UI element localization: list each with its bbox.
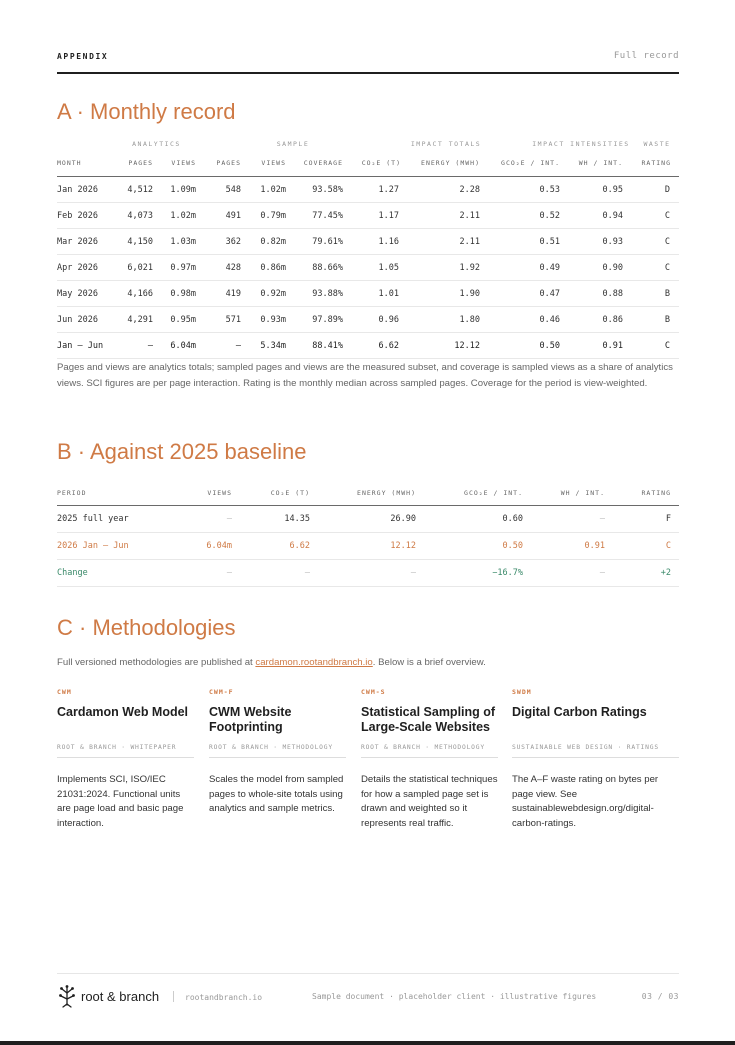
table-cell: — <box>410 568 416 578</box>
table-cell: 1.80 <box>459 314 480 325</box>
table-cell: — <box>226 514 232 524</box>
table-cell: 0.90 <box>602 262 623 273</box>
table-cell: Jan 2026 <box>57 184 98 195</box>
table-cell: — <box>599 568 605 578</box>
table-cell: 93.88% <box>312 288 343 299</box>
card-description: The A–F waste rating on bytes per page view. See sustainablewebdesign.org/digital-carbon-ratings. <box>512 774 659 829</box>
methodologies-intro <box>57 657 486 668</box>
table-cell: 0.52 <box>539 210 560 221</box>
table-cell: C <box>664 236 670 247</box>
card-code: CWM <box>57 688 72 696</box>
table-cell: 0.94 <box>602 210 623 221</box>
table-cell: 0.93 <box>602 236 623 247</box>
table-cell: — <box>147 340 153 351</box>
table-cell: Apr 2026 <box>57 262 98 273</box>
table-row <box>57 506 679 533</box>
column-group-header: IMPACT TOTALS <box>410 140 482 148</box>
table-cell: 4,512 <box>127 184 153 195</box>
column-group-header: IMPACT INTENSITIES <box>532 140 630 148</box>
table-cell: 1.90 <box>459 288 480 299</box>
table-cell: 2025 full year <box>57 514 129 524</box>
card-title: Digital Carbon Ratings <box>512 705 647 719</box>
intro-text-after: . Below is a brief overview. <box>372 657 486 668</box>
table-cell: 14.35 <box>284 514 310 524</box>
table-row <box>57 560 679 587</box>
footer-site: rootandbranch.io <box>185 993 263 1002</box>
column-header: MONTH <box>57 159 82 167</box>
table-cell: 0.86m <box>260 262 286 273</box>
table-cell: C <box>664 210 670 221</box>
table-cell: D <box>664 184 670 195</box>
table-cell: 77.45% <box>312 210 343 221</box>
column-header: PERIOD <box>57 489 87 497</box>
table-cell: 0.79m <box>260 210 286 221</box>
table-cell: 0.49 <box>539 262 560 273</box>
card-source: SUSTAINABLE WEB DESIGN · RATINGS <box>512 744 679 758</box>
table-cell: 2026 Jan – Jun <box>57 541 129 551</box>
table-cell: — <box>599 514 605 524</box>
column-header: VIEWS <box>261 159 286 167</box>
table-cell: 97.89% <box>312 314 343 325</box>
table-cell: 1.09m <box>170 184 196 195</box>
section-b-title: B · Against 2025 baseline <box>57 439 307 464</box>
baseline-table <box>57 481 679 587</box>
table-cell: Change <box>57 568 88 578</box>
table-cell: 1.01 <box>378 288 399 299</box>
table-cell: F <box>665 514 671 524</box>
card-description: Scales the model from sampled pages to whole-site totals using analytics and sample metrics. <box>209 774 344 814</box>
table-cell: 1.92 <box>459 262 480 273</box>
section-a-note: Pages and views are analytics totals; sampled pages and views are the measured subset, and coverage is sampled views as a share of analytics views. SCI figures are per page interaction. Rating is the monthly median across sampled pages. Coverage for the period is view-weighted. <box>57 362 673 389</box>
column-header: WH / INT. <box>578 159 623 167</box>
table-cell: B <box>664 314 670 325</box>
table-cell: C <box>664 340 670 351</box>
page-number: 03 / 03 <box>641 992 679 1001</box>
table-cell: 1.02m <box>260 184 286 195</box>
column-group-header: SAMPLE <box>276 140 310 148</box>
table-cell: 88.66% <box>312 262 343 273</box>
column-header: PAGES <box>128 159 153 167</box>
table-cell: Jun 2026 <box>57 314 98 325</box>
table-cell: 0.82m <box>260 236 286 247</box>
column-header: VIEWS <box>207 489 232 497</box>
table-cell: 1.05 <box>378 262 399 273</box>
table-cell: B <box>664 288 670 299</box>
table-cell: 571 <box>225 314 241 325</box>
table-cell: Mar 2026 <box>57 236 98 247</box>
table-row <box>57 533 679 560</box>
column-header: CO₂E (T) <box>361 159 401 167</box>
header-label: APPENDIX <box>57 52 109 61</box>
table-cell: 12.12 <box>454 340 480 351</box>
table-cell: 88.41% <box>312 340 343 351</box>
table-cell: 4,150 <box>127 236 153 247</box>
column-header: VIEWS <box>171 159 196 167</box>
table-cell: 1.02m <box>170 210 196 221</box>
table-cell: 4,073 <box>127 210 153 221</box>
methodology-card <box>361 688 498 831</box>
table-cell: Jan – Jun <box>57 340 104 351</box>
table-cell: 1.03m <box>170 236 196 247</box>
column-header: RATING <box>641 489 671 497</box>
table-row <box>57 255 679 281</box>
table-cell: 79.61% <box>312 236 343 247</box>
table-cell: 0.50 <box>502 541 523 551</box>
table-cell: 4,291 <box>127 314 153 325</box>
table-row <box>57 307 679 333</box>
card-source: ROOT & BRANCH · METHODOLOGY <box>209 744 346 758</box>
column-group-header: WASTE <box>643 140 671 148</box>
table-total-row <box>57 333 679 359</box>
column-header: WH / INT. <box>560 489 605 497</box>
intro-text-before: Full versioned methodologies are published at <box>57 657 256 668</box>
table-cell: 0.86 <box>602 314 623 325</box>
table-cell: 0.96 <box>378 314 399 325</box>
brand-name: root & branch <box>81 989 160 1004</box>
table-cell: +2 <box>660 568 671 578</box>
card-title: Statistical Sampling of Large-Scale Websites <box>361 705 496 734</box>
column-header: GCO₂E / INT. <box>464 489 523 497</box>
footer-divider <box>173 991 174 1002</box>
table-cell: 419 <box>225 288 241 299</box>
column-header: ENERGY (MWH) <box>421 159 480 167</box>
table-cell: 1.17 <box>378 210 399 221</box>
card-description: Details the statistical techniques for how a sampled page set is drawn and weighted so it represents real traffic. <box>361 774 498 829</box>
table-cell: 0.95 <box>602 184 623 195</box>
card-title: Cardamon Web Model <box>57 705 189 719</box>
card-code: SWDM <box>512 688 532 696</box>
methodology-card <box>57 688 194 831</box>
tree-logo-icon <box>57 984 77 1008</box>
card-code: CWM-F <box>209 688 234 696</box>
methodology-card <box>209 688 346 817</box>
table-row <box>57 177 679 203</box>
methodology-card <box>512 688 679 831</box>
table-cell: −16.7% <box>492 568 523 578</box>
card-code: CWM-S <box>361 688 386 696</box>
table-cell: 0.98m <box>170 288 196 299</box>
table-cell: C <box>664 262 670 273</box>
table-cell: — <box>235 340 241 351</box>
header-right-label: Full record <box>613 51 679 61</box>
table-cell: 5.34m <box>260 340 286 351</box>
table-row <box>57 203 679 229</box>
monthly-record-table <box>57 150 679 359</box>
table-cell: 2.11 <box>459 236 480 247</box>
table-cell: 0.88 <box>602 288 623 299</box>
card-source: ROOT & BRANCH · METHODOLOGY <box>361 744 498 758</box>
column-group-header: ANALYTICS <box>132 140 181 148</box>
table-cell: 0.51 <box>539 236 560 247</box>
table-cell: 491 <box>225 210 241 221</box>
table-cell: 6.62 <box>289 541 310 551</box>
table-header-row <box>57 481 679 506</box>
column-header: RATING <box>641 159 671 167</box>
table-cell: 0.46 <box>539 314 560 325</box>
column-header: PAGES <box>216 159 241 167</box>
bottom-rule <box>0 1041 735 1045</box>
column-header: COVERAGE <box>303 159 343 167</box>
table-cell: 0.53 <box>539 184 560 195</box>
table-row <box>57 281 679 307</box>
table-cell: 6.62 <box>378 340 399 351</box>
table-cell: 428 <box>225 262 241 273</box>
table-cell: 6.04m <box>206 541 232 551</box>
table-cell: — <box>304 568 310 578</box>
footer-note: Sample document · placeholder client · illustrative figures <box>312 992 597 1001</box>
section-c-title: C · Methodologies <box>57 615 236 640</box>
table-cell: 0.47 <box>539 288 560 299</box>
table-cell: 362 <box>225 236 241 247</box>
page-footer <box>57 973 679 1014</box>
table-cell: 26.90 <box>390 514 416 524</box>
table-cell: 0.92m <box>260 288 286 299</box>
table-cell: 12.12 <box>390 541 416 551</box>
table-cell: 548 <box>225 184 241 195</box>
table-cell: 0.91 <box>584 541 605 551</box>
table-cell: 4,166 <box>127 288 153 299</box>
table-header-row <box>57 150 679 177</box>
column-header: ENERGY (MWH) <box>357 489 416 497</box>
table-cell: 1.16 <box>378 236 399 247</box>
table-cell: 0.91 <box>602 340 623 351</box>
table-cell: 6.04m <box>170 340 196 351</box>
page-header <box>57 52 679 74</box>
table-cell: May 2026 <box>57 288 98 299</box>
table-cell: 93.58% <box>312 184 343 195</box>
table-cell: 0.95m <box>170 314 196 325</box>
table-cell: 1.27 <box>378 184 399 195</box>
table-cell: 6,021 <box>127 262 153 273</box>
column-header: CO₂E (T) <box>270 489 310 497</box>
section-a-title: A · Monthly record <box>57 99 236 124</box>
table-cell: C <box>665 541 671 551</box>
table-row <box>57 229 679 255</box>
table-cell: 2.11 <box>459 210 480 221</box>
table-cell: 0.60 <box>502 514 523 524</box>
table-cell: Feb 2026 <box>57 210 98 221</box>
table-cell: 0.93m <box>260 314 286 325</box>
card-description: Implements SCI, ISO/IEC 21031:2024. Functional units are page load and basic page interaction. <box>57 774 184 829</box>
methodologies-link[interactable]: cardamon.rootandbranch.io <box>255 657 373 668</box>
table-cell: 0.97m <box>170 262 196 273</box>
column-header: GCO₂E / INT. <box>501 159 560 167</box>
table-cell: 0.50 <box>539 340 560 351</box>
table-cell: 2.28 <box>459 184 480 195</box>
table-cell: — <box>226 568 232 578</box>
card-source: ROOT & BRANCH · WHITEPAPER <box>57 744 194 758</box>
card-title: CWM Website Footprinting <box>209 705 292 734</box>
